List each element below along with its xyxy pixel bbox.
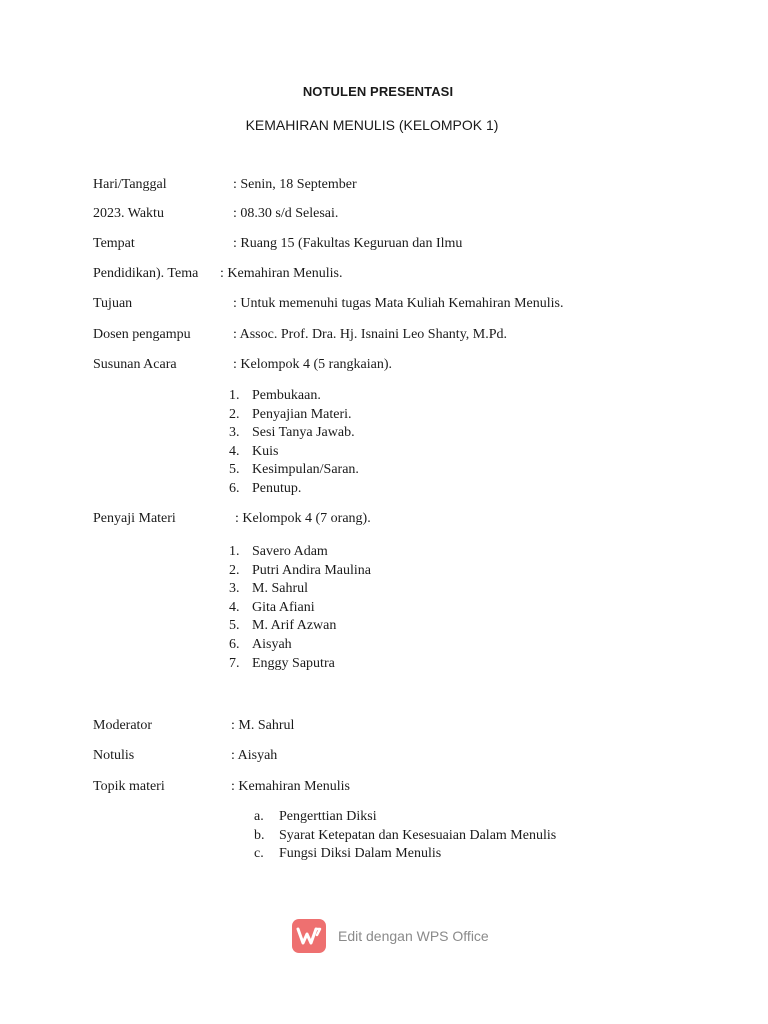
list-number: 7.	[229, 655, 240, 671]
field-value: : Ruang 15 (Fakultas Keguruan dan Ilmu	[233, 236, 463, 251]
list-text: Kuis	[252, 443, 279, 459]
field-value: : Aisyah	[231, 748, 278, 763]
field-value: : 08.30 s/d Selesai.	[233, 206, 339, 221]
list-text: M. Arif Azwan	[252, 618, 337, 634]
watermark-text: Edit dengan WPS Office	[338, 928, 489, 944]
list-text: Savero Adam	[252, 544, 328, 559]
field-label: Notulis	[93, 748, 135, 763]
field-label: Dosen pengampu	[93, 327, 191, 342]
wps-watermark-link[interactable]	[292, 919, 489, 953]
list-text: Gita Afiani	[252, 599, 315, 615]
list-number: 6.	[229, 636, 240, 652]
list-number: 3.	[229, 425, 240, 441]
list-text: Kesimpulan/Saran.	[252, 462, 359, 478]
field-label: Penyaji Materi	[93, 511, 176, 526]
list-text: Fungsi Diksi Dalam Menulis	[279, 846, 442, 862]
list-text: Aisyah	[252, 636, 292, 652]
field-value: : Senin, 18 September	[233, 177, 357, 192]
list-letter: b.	[254, 827, 265, 843]
list-text: Enggy Saputra	[252, 655, 335, 671]
list-number: 3.	[229, 581, 240, 597]
list-text: Penyajian Materi.	[252, 406, 352, 422]
field-value: : Kemahiran Menulis	[231, 779, 350, 794]
list-text: Penutup.	[252, 480, 302, 496]
list-text: Syarat Ketepatan dan Kesesuaian Dalam Menulis	[279, 827, 557, 843]
list-text: Sesi Tanya Jawab.	[252, 425, 355, 441]
list-number: 5.	[229, 462, 240, 478]
field-label: Susunan Acara	[93, 357, 177, 372]
field-label: Hari/Tanggal	[93, 177, 167, 192]
field-value: : Untuk memenuhi tugas Mata Kuliah Kemahiran Menulis.	[233, 296, 564, 311]
field-value: : M. Sahrul	[231, 718, 295, 733]
list-text: Pengerttian Diksi	[279, 809, 377, 824]
list-letter: c.	[254, 846, 264, 862]
list-letter: a.	[254, 809, 264, 824]
list-number: 6.	[229, 480, 240, 496]
field-value: : Kemahiran Menulis.	[220, 266, 343, 281]
list-number: 4.	[229, 599, 240, 615]
wps-office-logo-icon	[292, 919, 326, 953]
document-title: NOTULEN PRESENTASI	[302, 84, 454, 99]
list-number: 2.	[229, 406, 240, 422]
field-label: Tempat	[93, 236, 135, 251]
list-number: 1.	[229, 388, 240, 403]
list-text: Pembukaan.	[252, 388, 321, 403]
field-label: Topik materi	[93, 779, 165, 794]
field-value: : Kelompok 4 (5 rangkaian).	[233, 357, 393, 372]
field-label: 2023. Waktu	[93, 206, 164, 221]
list-number: 4.	[229, 443, 240, 459]
list-text: Putri Andira Maulina	[252, 562, 371, 578]
field-label: Tujuan	[93, 296, 133, 311]
list-number: 2.	[229, 562, 240, 578]
field-label: Pendidikan). Tema	[93, 266, 199, 281]
field-label: Moderator	[93, 718, 153, 733]
document-subtitle: KEMAHIRAN MENULIS (KELOMPOK 1)	[245, 117, 499, 133]
list-number: 5.	[229, 618, 240, 634]
field-value: : Assoc. Prof. Dra. Hj. Isnaini Leo Shanty, M.Pd.	[233, 327, 508, 342]
list-text: M. Sahrul	[252, 581, 308, 597]
list-number: 1.	[229, 544, 240, 559]
field-value: : Kelompok 4 (7 orang).	[235, 511, 371, 526]
